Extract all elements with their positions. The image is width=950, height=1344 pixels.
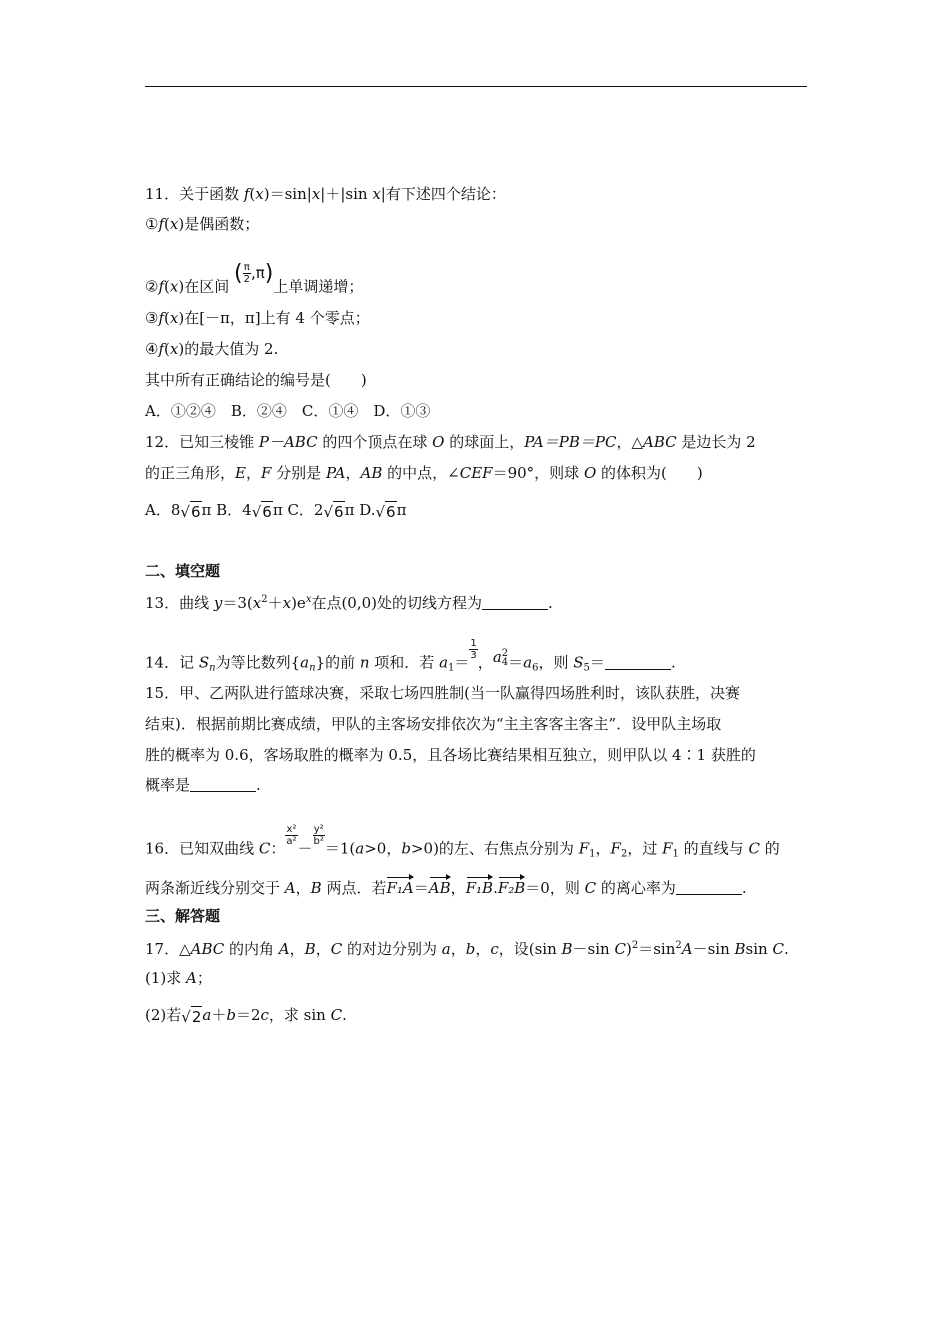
q15-line-2: 结束)．根据前期比赛成绩，甲队的主客场安排依次为“主主客客主客主”．设甲队主场取 [145,715,722,733]
q17-part-1: (1)求 A； [145,969,212,987]
answer-blank [482,595,548,610]
q15-line-1: 15．甲、乙两队进行篮球决赛，采取七场四胜制(当一队赢得四场胜利时，该队获胜，决赛 [145,684,740,702]
section-fill-in: 二、填空题 [145,562,221,580]
q17-stem: 17．△ABC 的内角 A，B，C 的对边分别为 a，b，c，设(sin B－sin $C)^2=\sin^2A-\sin$ Bsin C. [145,940,789,958]
q15-line-3: 胜的概率为 0.6，客场取胜的概率为 0.5，且各场比赛结果相互独立，则甲队以 4∶1 获胜的 [145,746,756,764]
q11-conclusion-1: ①f(x)是偶函数； [145,215,260,233]
q11-options: A．①②④ B．②④ C．①④ D．①③ [145,402,431,420]
section-solutions: 三、解答题 [145,907,221,925]
q14: 14．记 $S_n$为等比数列$\{a_n\}$的前 n 项和．若 $a_1=$ $\frac{1}{3}$ ，a 2 4 $=a_6$，则 $S_5=$ . [145,638,676,674]
answer-blank [190,777,256,792]
answer-blank [605,655,671,670]
q11-conclusion-4: ④f(x)的最大值为 2. [145,340,279,358]
vector-AB: AB [429,876,451,898]
vector-F1B: F₁B [466,876,493,898]
vector-F1A: F₁A [386,876,413,898]
fraction-one-third: $\frac{1}{3}$ [470,638,477,661]
answer-blank [676,880,742,895]
q12-line-1: 12．已知三棱锥 P－ABC 的四个顶点在球 O 的球面上，PA＝PB＝PC，△ABC 是边长为 2 [145,433,756,451]
sqrt-2: √2 [181,1008,202,1026]
q11-conclusion-2: ②f(x)在区间 ( $\frac{\pi}{2}$ ,π)上单调递增； [145,260,364,296]
q12-options: A．8√6π B．4√6π C．2√6π D.√6π [145,501,407,521]
q11-ask: 其中所有正确结论的编号是( ) [145,371,367,389]
sqrt-6: √6 [251,503,272,521]
fraction-x2-a2: $\frac{\text{x²}}{\text{a²}}$ [286,824,297,847]
interval-pi-half-pi: ( $\frac{\pi}{2}$ ,π) [234,260,274,286]
q12-line-2: 的正三角形，E，F 分别是 PA，AB 的中点，∠CEF＝90°，则球 O 的体积为( ) [145,464,703,482]
sqrt-6: √6 [375,503,396,521]
header-rule [145,86,807,87]
q11-conclusion-3: ③f(x)在[－π，π]上有 4 个零点； [145,309,370,327]
sqrt-6: √6 [323,503,344,521]
q16-line-1: 16．已知双曲线 C： $\frac{\text{x²}}{\text{a²}}$ － $\frac{\text{y²}}{\text{b²}}$ ＝1(a>0，b>0)的左、右焦点分别为 $F_1$，$F_2$，过 $F_1$ 的直线与 C 的 [145,824,780,860]
fraction-y2-b2: $\frac{\text{y²}}{\text{b²}}$ [313,824,324,847]
q15-line-4: 概率是 . [145,776,261,794]
sqrt-6: √6 [180,503,201,521]
q11-stem: 11．关于函数 f(x)＝sin|x|＋|sin x|有下述四个结论： [145,185,506,203]
q16-line-2: 两条渐近线分别交于 A，B 两点．若F₁A＝AB，F₁B.F₂B＝0，则 C 的离心率为 . [145,876,747,898]
vector-F2B: F₂B [498,876,525,898]
q17-part-2: (2)若√2a＋b＝2c，求 sin C. [145,1006,347,1026]
q13: 13．曲线 $y=3(x^2+x)e^x$在点(0,0)处的切线方程为 . [145,594,553,612]
